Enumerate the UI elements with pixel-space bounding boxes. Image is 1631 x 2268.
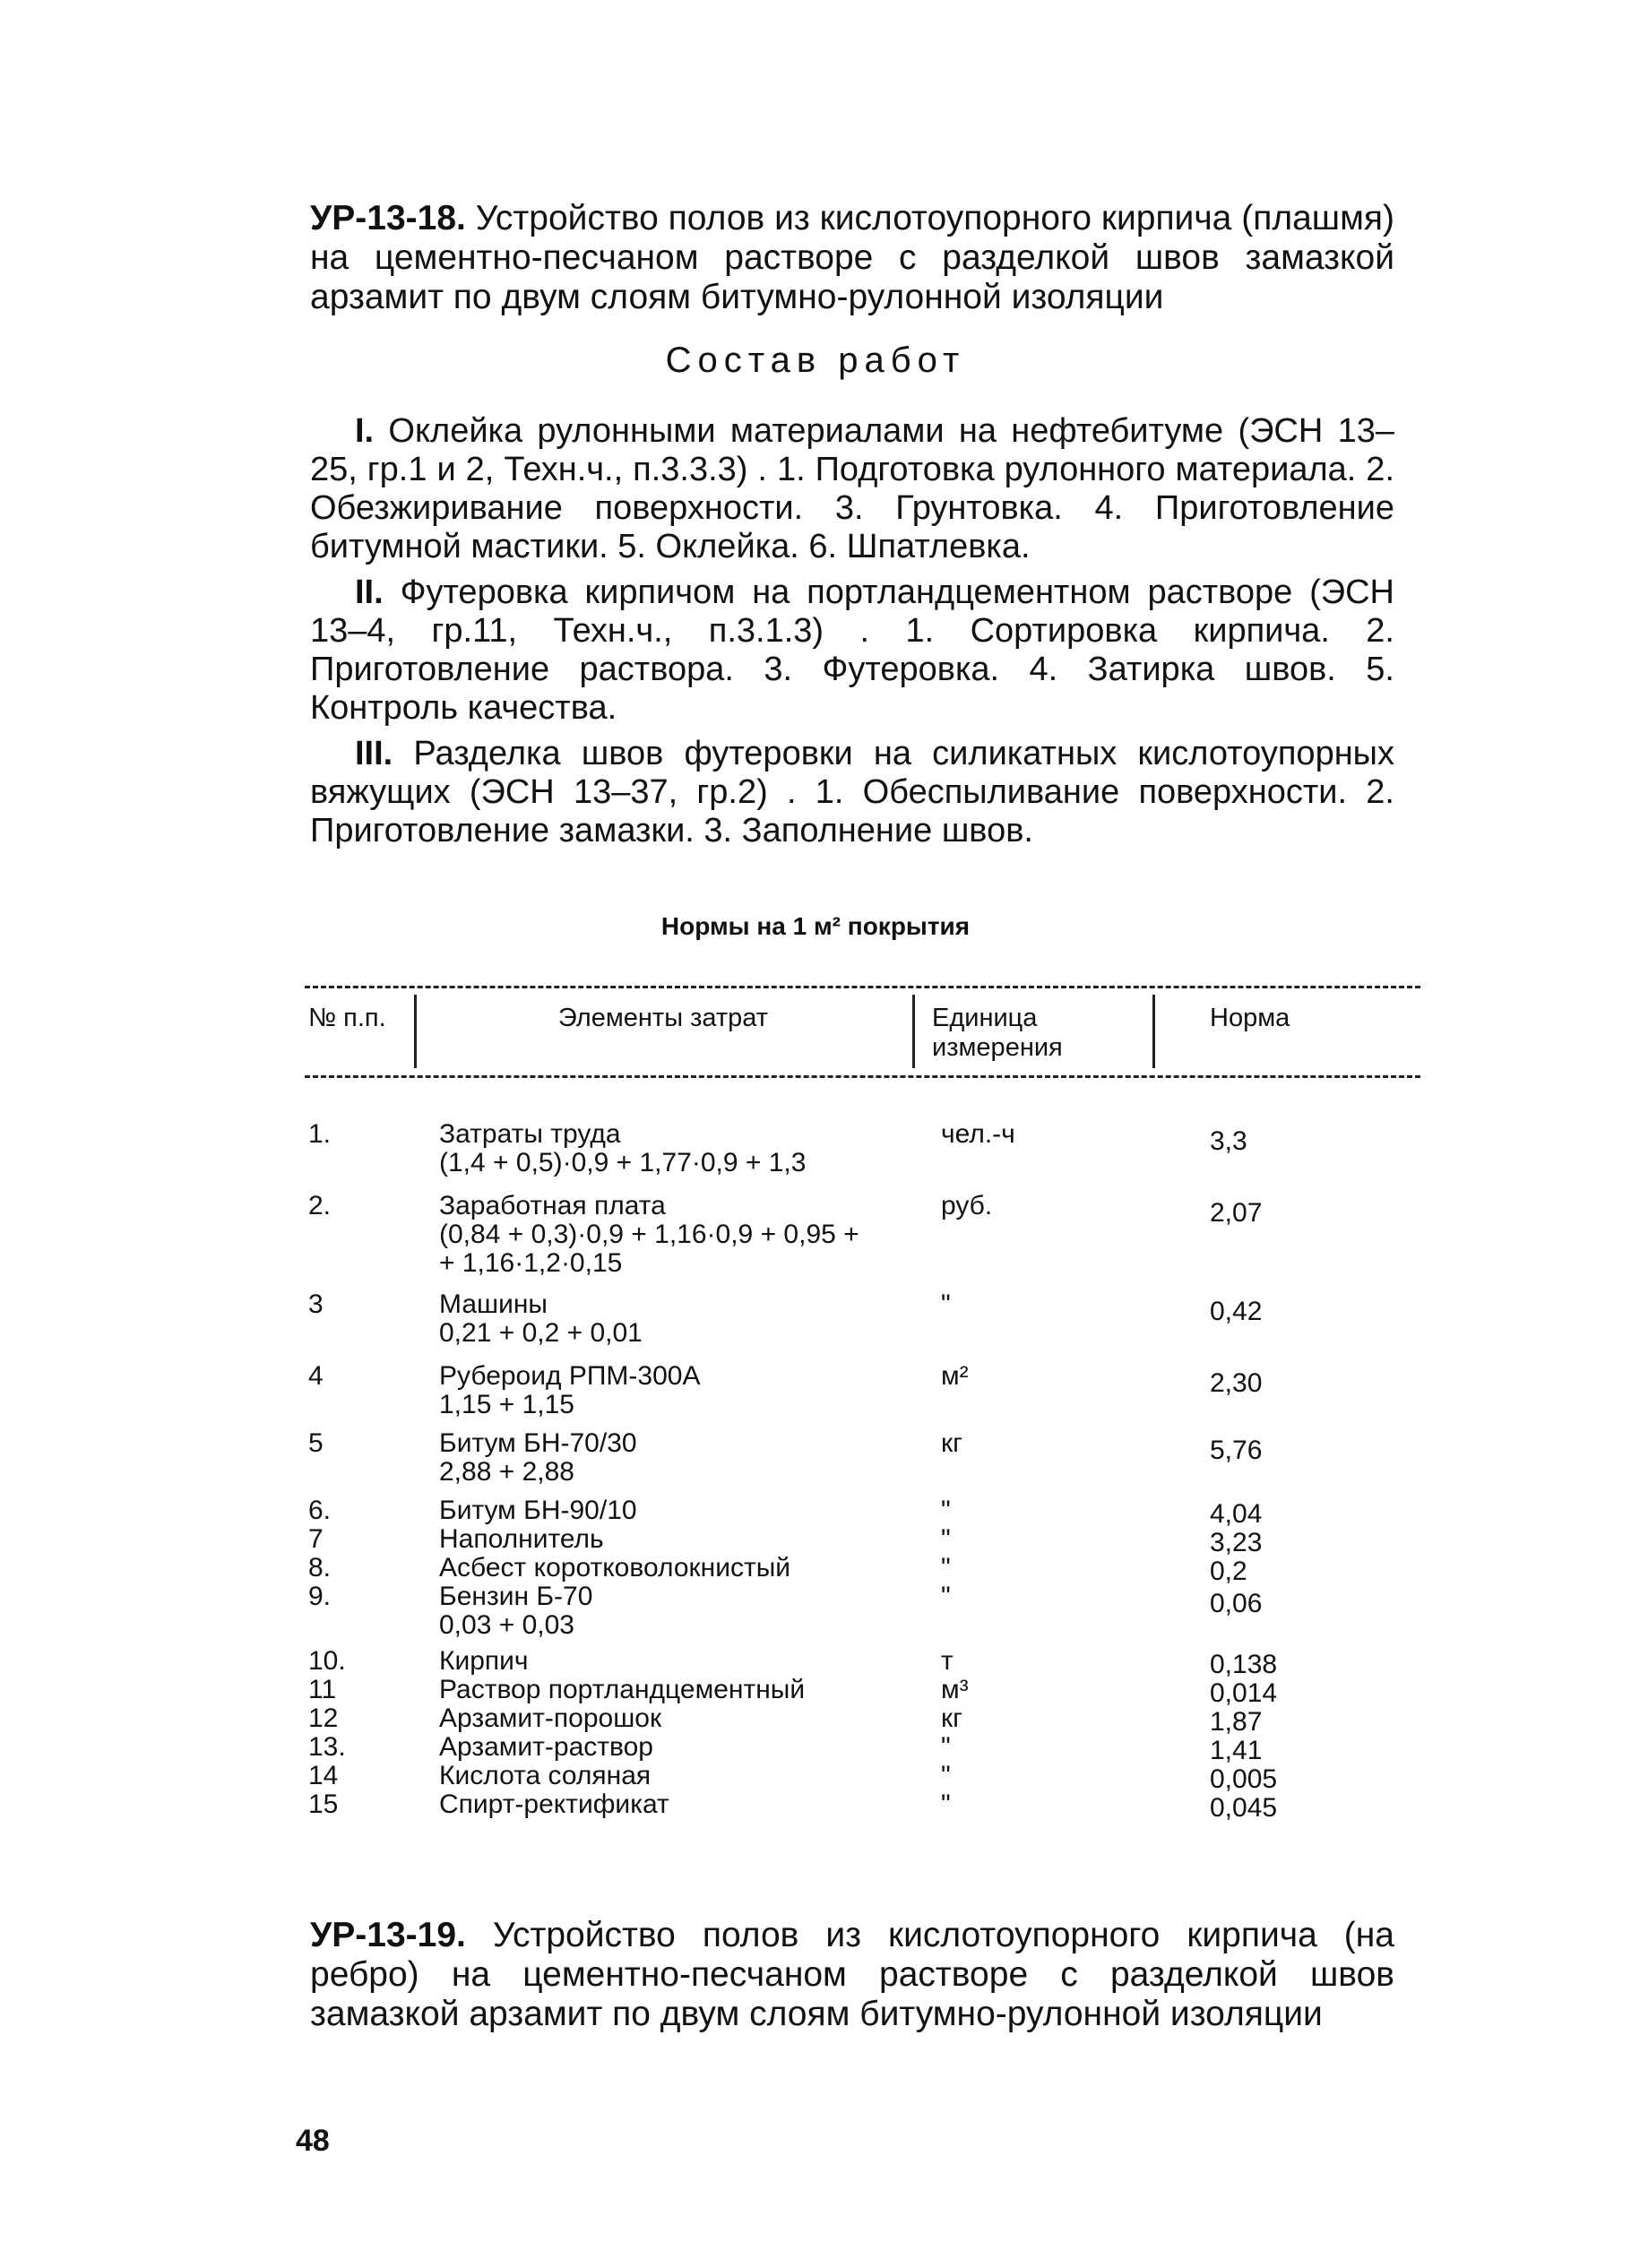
row-norm: 0,06 [1210,1589,1263,1618]
row-element-name: Затраты труда [439,1119,621,1149]
work-item-number: III. [355,735,393,772]
row-element [439,1676,941,1704]
row-norm: 3,3 [1210,1126,1247,1156]
work-item [310,735,1394,850]
row-element [439,1362,941,1419]
row-number: 5 [308,1428,324,1458]
row-formula: 0,21 + 0,2 + 0,01 [439,1318,643,1348]
section-heading [310,1916,1394,2034]
row-formula-continued: + 1,16·1,2·0,15 [439,1248,623,1278]
header-number: № п.п. [308,1004,386,1032]
row-number: 7 [308,1524,324,1554]
row-number: 3 [308,1289,324,1319]
row-unit: чел.-ч [941,1119,1015,1149]
row-number: 6. [308,1496,332,1525]
row-element [439,1762,941,1790]
work-composition-title: Состав работ [665,341,966,380]
section-title: Устройство полов из кислотоупорного кирпича (на ребро) на цементно-песчаном растворе с разделкой швов замазкой арзамит по двум слоям битумно-рулонной изоляции [310,1916,1394,2033]
header-norm: Норма [1210,1004,1290,1032]
row-formula: (0,84 + 0,3)·0,9 + 1,16·0,9 + 0,95 + [439,1220,859,1249]
row-element [439,1429,941,1487]
header-unit-line2: измерения [932,1033,1063,1062]
row-norm: 2,07 [1210,1198,1263,1228]
row-element-name: Битум БН-90/10 [439,1496,637,1525]
row-unit: " [941,1524,951,1554]
row-number: 2. [308,1191,332,1220]
row-element-name: Арзамит-раствор [439,1732,653,1762]
row-formula: (1,4 + 0,5)·0,9 + 1,77·0,9 + 1,3 [439,1148,807,1177]
work-item-text: Оклейка рулонными материалами на нефтебитуме (ЭСН 13–25, гр.1 и 2, Техн.ч., п.3.3.3) . 1. Подготовка рулонного материала. 2. Обезжиривание поверхности. 3. Грунтовка. 4. Приготовление битумной мастики. 5. Оклейка. 6. Шпатлевка. [310,412,1394,565]
row-unit: " [941,1789,951,1819]
row-element [439,1290,941,1348]
row-norm: 0,005 [1210,1764,1278,1794]
row-norm: 3,23 [1210,1528,1263,1557]
row-number: 10. [308,1646,346,1676]
norms-title: Нормы на 1 м² покрытия [660,912,971,940]
row-norm: 0,014 [1210,1678,1278,1708]
column-divider [1152,995,1155,1068]
row-number: 4 [308,1361,324,1391]
row-number: 14 [308,1761,339,1790]
table-header-rule [305,1075,1420,1078]
row-element [439,1120,941,1177]
row-element [439,1496,941,1525]
section-heading [310,199,1394,317]
row-element-name: Заработная плата [439,1191,666,1220]
row-unit: " [941,1761,951,1790]
work-item-number: I. [355,412,375,450]
header-element: Элементы затрат [557,1004,769,1032]
row-norm: 0,138 [1210,1650,1278,1679]
row-unit: м² [941,1361,969,1391]
row-unit: " [941,1582,951,1611]
header-unit [932,1004,1063,1063]
row-unit: " [941,1289,951,1319]
row-unit: " [941,1496,951,1525]
row-number: 8. [308,1553,332,1582]
row-norm: 4,04 [1210,1499,1263,1529]
row-number: 1. [308,1119,332,1149]
row-norm: 1,41 [1210,1736,1263,1765]
row-number: 11 [308,1675,337,1704]
work-item-text: Разделка швов футеровки на силикатных кислотоупорных вяжущих (ЭСН 13–37, гр.2) . 1. Обеспыливание поверхности. 2. Приготовление замазки. 3. Заполнение швов. [310,735,1394,849]
work-item [310,412,1394,566]
row-unit: м³ [941,1675,969,1704]
row-element [439,1582,941,1640]
work-item-text: Футеровка кирпичом на портландцементном растворе (ЭСН 13–4, гр.11, Техн.ч., п.3.1.3) . 1. Сортировка кирпича. 2. Приготовление раствора. 3. Футеровка. 4. Затирка швов. 5. Контроль качества. [310,573,1394,727]
work-item [310,573,1394,728]
row-element [439,1790,941,1819]
row-norm: 1,87 [1210,1707,1263,1737]
row-element-name: Раствор портландцементный [439,1675,806,1704]
row-unit: " [941,1732,951,1762]
row-element-name: Машины [439,1289,548,1319]
row-number: 12 [308,1703,339,1733]
row-element-name: Спирт-ректификат [439,1789,669,1819]
row-element [439,1647,941,1676]
row-element [439,1704,941,1733]
row-norm: 0,42 [1210,1297,1263,1326]
row-number: 15 [308,1789,339,1819]
row-element [439,1192,941,1278]
row-unit: " [941,1553,951,1582]
row-element-name: Асбест коротковолокнистый [439,1553,791,1582]
row-unit: кг [941,1428,963,1458]
section-code: УР-13-19. [310,1916,466,1954]
row-number: 13. [308,1732,346,1762]
row-number: 9. [308,1582,332,1611]
row-element-name: Наполнитель [439,1524,604,1554]
section-code: УР-13-18. [310,199,466,237]
row-norm: 0,045 [1210,1793,1278,1823]
row-unit: т [941,1646,954,1676]
row-element-name: Битум БН-70/30 [439,1428,637,1458]
page-number: 48 [296,2124,330,2158]
row-element [439,1733,941,1762]
row-element-name: Кислота соляная [439,1761,652,1790]
section-title: Устройство полов из кислотоупорного кирпича (плашмя) на цементно-песчаном растворе с разделкой швов замазкой арзамит по двум слоям битумно-рулонной изоляции [310,199,1395,316]
table-top-rule [305,986,1420,988]
row-element-name: Кирпич [439,1646,529,1676]
row-formula: 2,88 + 2,88 [439,1457,574,1487]
row-norm: 0,2 [1210,1557,1247,1586]
column-divider [912,995,915,1068]
row-norm: 2,30 [1210,1368,1263,1398]
row-unit: руб. [941,1191,993,1220]
row-element-name: Рубероид РПМ-300А [439,1361,701,1391]
row-formula: 0,03 + 0,03 [439,1610,574,1640]
row-norm: 5,76 [1210,1436,1263,1465]
header-unit-line1: Единица [932,1004,1038,1032]
row-element-name: Арзамит-порошок [439,1703,662,1733]
row-unit: кг [941,1703,963,1733]
work-item-number: II. [355,573,384,611]
row-formula: 1,15 + 1,15 [439,1390,574,1419]
row-element [439,1554,941,1582]
row-element-name: Бензин Б-70 [439,1582,593,1611]
row-element [439,1525,941,1554]
